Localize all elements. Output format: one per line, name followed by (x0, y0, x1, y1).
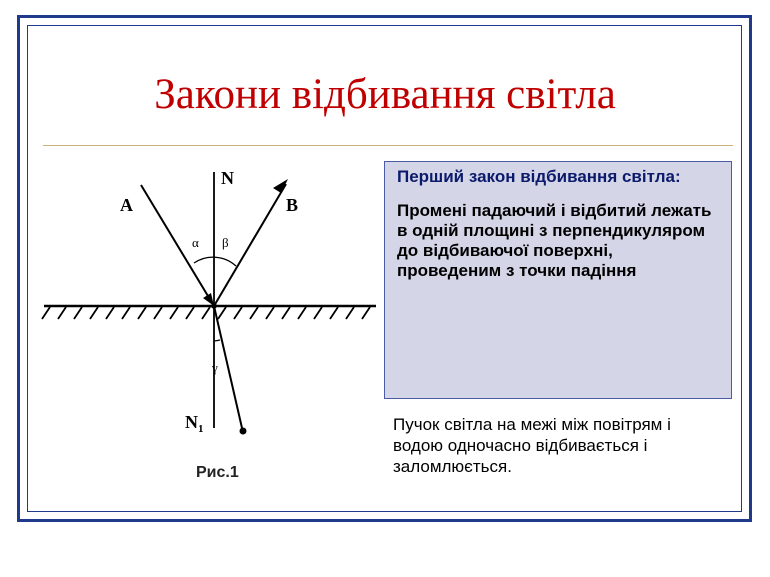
surface-hatching (42, 307, 370, 319)
label-normal: N (221, 168, 234, 188)
hatch-mark (330, 307, 338, 319)
law-box (384, 161, 732, 399)
hatch-mark (282, 307, 290, 319)
refracted-ray (214, 306, 242, 428)
hatch-mark (90, 307, 98, 319)
figure-caption: Рис.1 (196, 464, 239, 481)
incidence-point (211, 303, 217, 309)
label-beta: β (222, 235, 229, 250)
hatch-mark (74, 307, 82, 319)
label-incident: A (120, 195, 133, 215)
hatch-mark (218, 307, 226, 319)
refracted-ray-end-point (240, 428, 247, 435)
label-normal-bottom-subscript: 1 (198, 423, 204, 435)
refraction-note: Пучок світла на межі між повітрям і водою одночасно відбивається і заломлюється. (393, 415, 671, 476)
hatch-mark (170, 307, 178, 319)
hatch-mark (314, 307, 322, 319)
hatch-mark (234, 307, 242, 319)
hatch-mark (106, 307, 114, 319)
hatch-mark (202, 307, 210, 319)
hatch-mark (266, 307, 274, 319)
law-text: Промені падаючий і відбитий лежать в одній площині з перпендикуляром до відбиваючої поверхні, проведеним з точки падіння (397, 201, 712, 280)
hatch-mark (138, 307, 146, 319)
hatch-mark (298, 307, 306, 319)
slide-title: Закони відбивання світла (154, 71, 616, 118)
label-reflected: B (286, 195, 299, 215)
alpha-beta-angle-arc (194, 257, 236, 266)
hatch-mark (58, 307, 66, 319)
label-alpha: α (192, 235, 199, 250)
label-gamma: γ (212, 360, 218, 375)
hatch-mark (250, 307, 258, 319)
label-normal-bottom (185, 412, 204, 435)
label-normal-bottom-letter: N (185, 412, 198, 432)
law-heading: Перший закон відбивання світла: (397, 167, 681, 186)
hatch-mark (346, 307, 354, 319)
incident-ray (141, 185, 214, 306)
hatch-mark (154, 307, 162, 319)
hatch-mark (186, 307, 194, 319)
hatch-mark (362, 307, 370, 319)
hatch-mark (42, 307, 50, 319)
title-divider (43, 145, 733, 146)
reflection-diagram (40, 160, 380, 460)
hatch-mark (122, 307, 130, 319)
